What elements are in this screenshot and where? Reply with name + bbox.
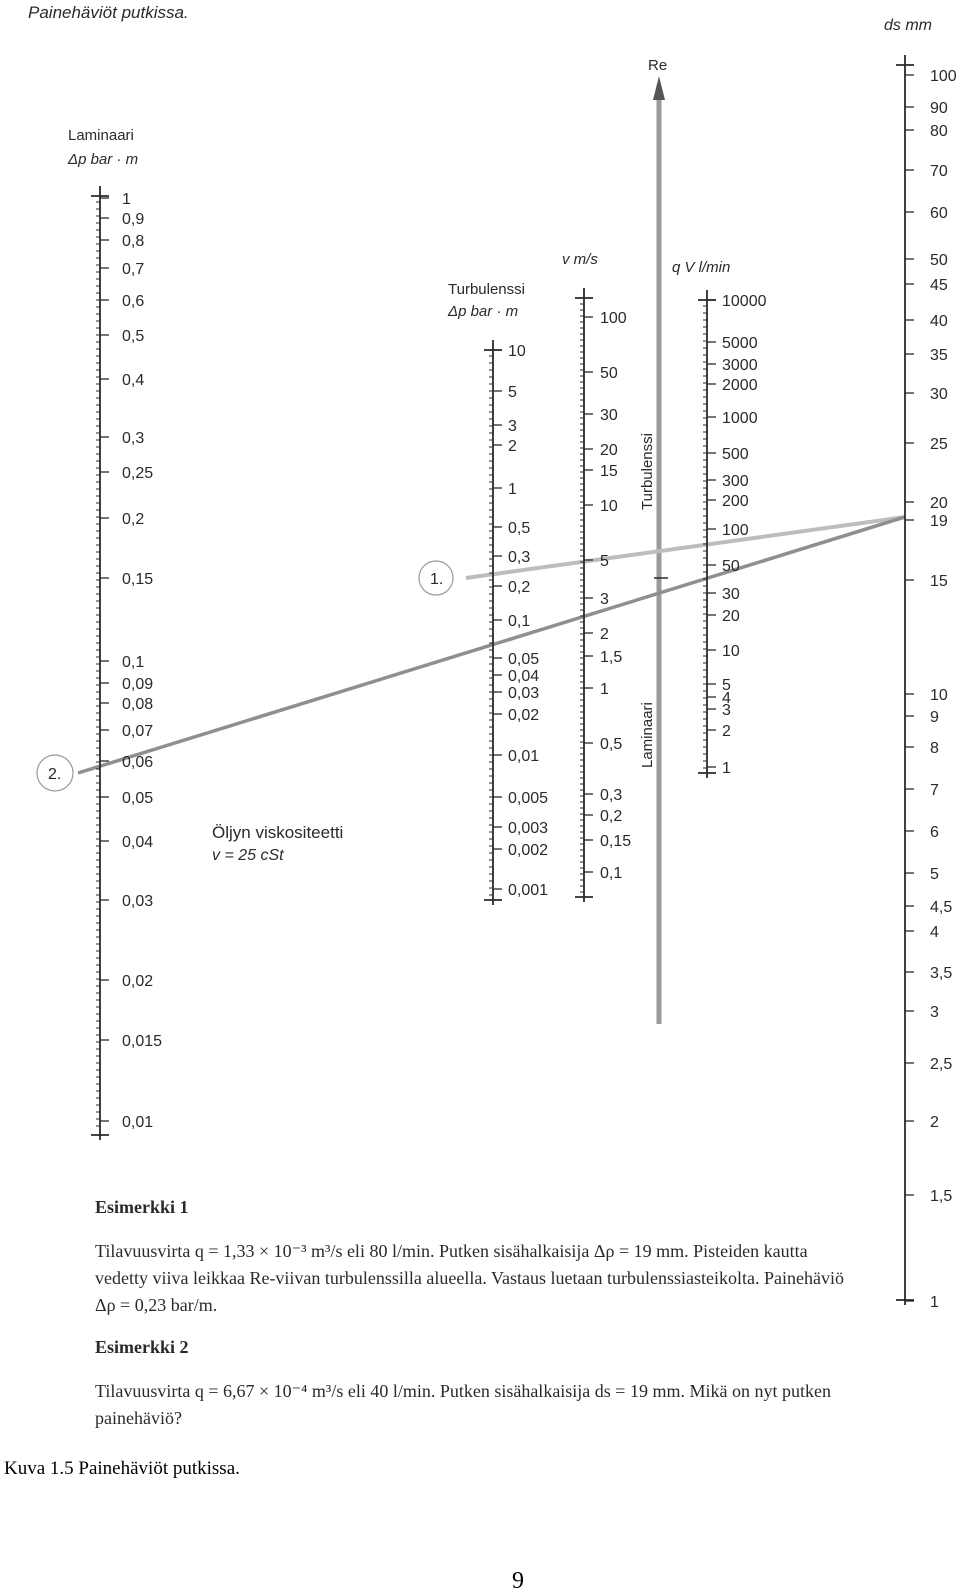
velocity-tick-label: 1	[600, 681, 609, 698]
turbulent-tick-label: 0,03	[508, 685, 540, 702]
flow-tick-label: 3000	[722, 357, 758, 374]
example-1-text: Tilavuusvirta q = 1,33 × 10⁻³ m³/s eli 80 l/min. Putken sisähalkaisija Δρ = 19 mm. Pisteiden kautta vedetty viiva leikkaa Re-viivan turbulenssilla alueella. Vastaus luetaan turbulenssiasteikolta. Painehäviö Δρ = 0,23 bar/m.	[95, 1241, 844, 1315]
flow-tick-label: 300	[722, 473, 749, 490]
velocity-tick-label: 30	[600, 407, 618, 424]
laminar-tick-label: 0,08	[122, 696, 154, 713]
oil-viscosity-label: Öljyn viskositeetti	[212, 823, 344, 842]
page-number: 9	[512, 1568, 524, 1594]
diameter-tick-label: 2,5	[930, 1056, 953, 1073]
velocity-unit: v m/s	[562, 251, 598, 268]
laminar-tick-label: 0,1	[122, 654, 145, 671]
flow-unit: q V l/min	[672, 259, 731, 276]
turbulent-title: Turbulenssi	[448, 281, 525, 298]
diameter-unit: ds mm	[884, 17, 932, 34]
laminar-tick-label: 0,02	[122, 973, 154, 990]
diameter-tick-label: 60	[930, 205, 948, 222]
turbulent-tick-label: 3	[508, 418, 517, 435]
diameter-tick-label: 6	[930, 824, 939, 841]
laminar-tick-label: 0,07	[122, 723, 154, 740]
oil-viscosity-value: v = 25 cSt	[212, 847, 284, 864]
page-header-title: Painehäviöt putkissa.	[28, 3, 189, 22]
flow-tick-label: 2	[722, 723, 731, 740]
velocity-tick-label: 0,15	[600, 833, 632, 850]
turbulent-tick-label: 0,3	[508, 549, 531, 566]
diameter-tick-label: 10	[930, 687, 948, 704]
velocity-tick-label: 20	[600, 442, 618, 459]
diameter-tick-label: 4,5	[930, 899, 953, 916]
flow-tick-label: 3	[722, 702, 731, 719]
turbulent-tick-label: 0,02	[508, 707, 540, 724]
velocity-tick-label: 2	[600, 626, 609, 643]
laminar-tick-label: 0,05	[122, 790, 154, 807]
velocity-tick-label: 1,5	[600, 649, 623, 666]
velocity-tick-label: 50	[600, 365, 618, 382]
diameter-tick-label: 35	[930, 347, 948, 364]
laminar-tick-label: 0,015	[122, 1033, 163, 1050]
example-2-text: Tilavuusvirta q = 6,67 × 10⁻⁴ m³/s eli 40 l/min. Putken sisähalkaisija ds = 19 mm. Mikä on nyt putken painehäviö?	[95, 1381, 831, 1428]
turbulent-tick-label: 2	[508, 438, 517, 455]
laminar-tick-label: 0,9	[122, 211, 145, 228]
example-1-title: Esimerkki 1	[95, 1197, 189, 1217]
diameter-tick-label: 15	[930, 573, 948, 590]
laminar-unit: Δp bar · m	[68, 151, 139, 168]
flow-tick-label: 500	[722, 446, 749, 463]
velocity-tick-label: 0,3	[600, 787, 623, 804]
velocity-tick-label: 0,5	[600, 736, 623, 753]
laminar-tick-label: 0,09	[122, 676, 154, 693]
turbulent-tick-label: 0,001	[508, 882, 549, 899]
diameter-tick-label: 5	[930, 866, 939, 883]
diameter-tick-label: 4	[930, 924, 939, 941]
turbulent-tick-label: 0,003	[508, 820, 549, 837]
turbulent-tick-label: 0,002	[508, 842, 549, 859]
diameter-tick-label: 1	[930, 1294, 939, 1311]
diameter-tick-label: 9	[930, 709, 939, 726]
velocity-tick-label: 100	[600, 310, 627, 327]
reynolds-label: Re	[648, 57, 668, 74]
turbulent-tick-label: 0,2	[508, 579, 531, 596]
laminar-tick-label: 0,6	[122, 293, 145, 310]
turbulent-tick-label: 0,1	[508, 613, 531, 630]
diameter-tick-label: 40	[930, 313, 948, 330]
nomogram-scales	[91, 55, 957, 1311]
flow-tick-label: 5000	[722, 335, 758, 352]
diameter-tick-label: 7	[930, 782, 939, 799]
flow-tick-label: 20	[722, 608, 740, 625]
reynolds-laminar-label: Laminaari	[639, 702, 656, 768]
velocity-tick-label: 5	[600, 553, 609, 570]
flow-tick-label: 4	[722, 690, 731, 707]
flow-tick-label: 2000	[722, 377, 758, 394]
diameter-tick-label: 70	[930, 163, 948, 180]
diameter-tick-label: 80	[930, 123, 948, 140]
diameter-tick-label: 3	[930, 1004, 939, 1021]
marker-1-label: 1.	[430, 571, 444, 588]
laminar-tick-label: 0,5	[122, 328, 145, 345]
diameter-tick-label: 30	[930, 386, 948, 403]
laminar-tick-label: 0,4	[122, 372, 145, 389]
velocity-tick-label: 3	[600, 591, 609, 608]
diameter-tick-label: 2	[930, 1114, 939, 1131]
laminar-tick-label: 0,03	[122, 893, 154, 910]
laminar-tick-label: 0,04	[122, 834, 154, 851]
diameter-tick-label: 45	[930, 277, 948, 294]
turbulent-tick-label: 0,05	[508, 651, 540, 668]
laminar-tick-label: 0,25	[122, 465, 154, 482]
velocity-tick-label: 0,1	[600, 865, 623, 882]
turbulent-tick-label: 0,01	[508, 748, 540, 765]
turbulent-tick-label: 0,04	[508, 668, 540, 685]
diameter-tick-label: 1,5	[930, 1188, 953, 1205]
laminar-tick-label: 0,2	[122, 511, 145, 528]
turbulent-tick-label: 5	[508, 384, 517, 401]
diameter-tick-label: 8	[930, 740, 939, 757]
laminar-tick-label: 0,15	[122, 571, 154, 588]
diameter-tick-label: 90	[930, 100, 948, 117]
reynolds-arrowhead	[653, 76, 665, 100]
velocity-tick-label: 0,2	[600, 808, 623, 825]
laminar-tick-label: 1	[122, 191, 131, 208]
flow-tick-label: 10000	[722, 293, 767, 310]
laminar-tick-label: 0,7	[122, 261, 145, 278]
turbulent-unit: Δp bar · m	[448, 303, 519, 320]
laminar-tick-label: 0,3	[122, 430, 145, 447]
diameter-tick-label: 25	[930, 436, 948, 453]
flow-tick-label: 10	[722, 643, 740, 660]
turbulent-tick-label: 0,5	[508, 520, 531, 537]
example-2-line	[78, 517, 905, 773]
flow-tick-label: 50	[722, 558, 740, 575]
flow-tick-label: 100	[722, 522, 749, 539]
reynolds-turbulent-label: Turbulenssi	[639, 433, 656, 510]
flow-tick-label: 5	[722, 677, 731, 694]
flow-tick-label: 1000	[722, 410, 758, 427]
marker-2-label: 2.	[48, 766, 62, 783]
diameter-tick-label: 50	[930, 252, 948, 269]
diameter-tick-label: 100	[930, 68, 957, 85]
velocity-tick-label: 15	[600, 463, 618, 480]
diameter-tick-label: 19	[930, 513, 948, 530]
diameter-tick-label: 3,5	[930, 965, 953, 982]
turbulent-tick-label: 1	[508, 481, 517, 498]
laminar-tick-label: 0,8	[122, 233, 145, 250]
laminar-title: Laminaari	[68, 127, 134, 144]
diameter-tick-label: 20	[930, 495, 948, 512]
flow-tick-label: 30	[722, 586, 740, 603]
laminar-tick-label: 0,06	[122, 754, 154, 771]
example-1-line	[466, 517, 905, 578]
velocity-tick-label: 10	[600, 498, 618, 515]
flow-tick-label: 200	[722, 493, 749, 510]
laminar-tick-label: 0,01	[122, 1114, 154, 1131]
turbulent-tick-label: 10	[508, 343, 526, 360]
turbulent-tick-label: 0,005	[508, 790, 549, 807]
example-2-title: Esimerkki 2	[95, 1337, 189, 1357]
figure-caption: Kuva 1.5 Painehäviöt putkissa.	[4, 1458, 240, 1479]
flow-tick-label: 1	[722, 760, 731, 777]
